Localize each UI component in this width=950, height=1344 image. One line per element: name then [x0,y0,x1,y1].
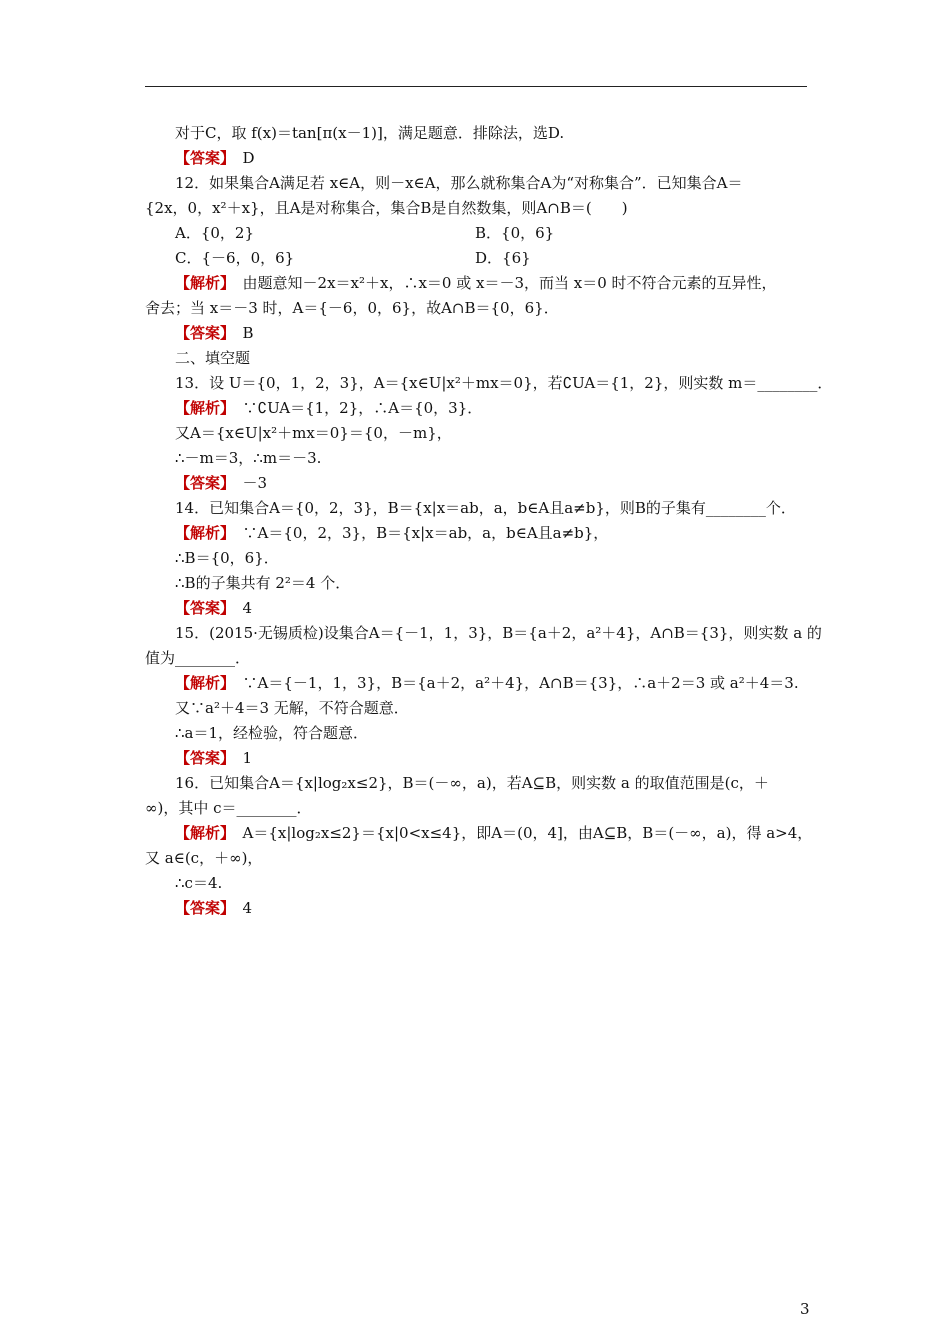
analysis-text: 由题意知－2x＝x²＋x，∴x＝0 或 x＝－3，而当 x＝0 时不符合元素的互异性， [242,274,777,292]
text-line: ∴c＝4. [175,874,223,892]
answer-line [145,146,807,171]
analysis-line [145,671,807,696]
analysis-tag: 【解析】 [175,274,228,292]
question-15: 15．(2015·无锡质检)设集合A＝{－1，1，3}，B＝{a＋2，a²＋4}，A∩B＝{3}，则实数 a 的 [175,624,822,642]
question-14: 14．已知集合A＝{0，2，3}，B＝{x|x＝ab，a，b∈A且a≠b}，则B的子集有________个． [175,499,796,517]
text-line: ∞)，其中 c＝________． [145,799,312,817]
answer-tag: 【答案】 [175,599,228,617]
analysis-tag: 【解析】 [175,524,228,542]
answer-line [145,896,807,921]
question-13: 13．设 U＝{0，1，2，3}，A＝{x∈U|x²＋mx＝0}，若∁UA＝{1，2}，则实数 m＝________． [175,374,833,392]
analysis-text: ∵A＝{0，2，3}，B＝{x|x＝ab，a，b∈A且a≠b}， [242,524,609,542]
answer-line [145,471,807,496]
answer-tag: 【答案】 [175,324,228,342]
text-line: 对于C，取 f(x)＝tan[π(x－1)]，满足题意．排除法，选D. [175,124,565,142]
text-line: ∴B＝{0，6}． [175,549,279,567]
header-rule [145,86,807,87]
text-line: 又∵a²＋4＝3 无解，不符合题意． [175,699,409,717]
answer-value: D [242,149,255,167]
document-body [145,121,833,921]
answer-value: 4 [242,599,253,617]
analysis-line [145,271,807,296]
analysis-line [145,821,813,846]
analysis-line [145,521,807,546]
text-line: {2x，0，x²＋x}，且A是对称集合，集合B是自然数集，则A∩B＝( ) [145,199,628,217]
text-line: ∴B的子集共有 2²＝4 个． [175,574,351,592]
analysis-line [145,396,807,421]
answer-tag: 【答案】 [175,474,228,492]
option-d: D．{6} [475,249,531,267]
analysis-text: ∵A＝{－1，1，3}，B＝{a＋2，a²＋4}，A∩B＝{3}，∴a＋2＝3 或 a²＋4＝3. [242,674,799,692]
analysis-text: ∵∁UA＝{1，2}，∴A＝{0，3}． [242,399,483,417]
answer-value: B [242,324,254,342]
analysis-tag: 【解析】 [175,824,228,842]
answer-value: 4 [242,899,253,917]
answer-tag: 【答案】 [175,899,228,917]
text-line: ∴a＝1，经检验，符合题意． [175,724,369,742]
text-line: 舍去；当 x＝－3 时，A＝{－6，0，6}，故A∩B＝{0，6}． [145,299,559,317]
answer-value: －3 [242,474,268,492]
text-line: ∴－m＝3，∴m＝－3. [175,449,322,467]
page-number: 3 [800,1300,810,1318]
answer-tag: 【答案】 [175,749,228,767]
text-line: 值为________． [145,649,251,667]
answer-tag: 【答案】 [175,149,228,167]
question-12: 12．如果集合A满足若 x∈A，则－x∈A，那么就称集合A为“对称集合”．已知集合A＝ [175,174,743,192]
analysis-tag: 【解析】 [175,674,228,692]
options-row [145,221,807,246]
answer-line [145,746,807,771]
section-heading: 二、填空题 [175,349,251,367]
text-line: 又A＝{x∈U|x²＋mx＝0}＝{0，－m}， [175,424,452,442]
option-a: A．{0，2} [175,224,255,242]
answer-line [145,596,807,621]
option-b: B．{0，6} [475,224,555,242]
answer-line [145,321,807,346]
text-line: 又 a∈(c，＋∞)， [145,849,263,867]
analysis-tag: 【解析】 [175,399,228,417]
analysis-text: A＝{x|log₂x≤2}＝{x|0<x≤4}，即A＝(0，4]，由A⊆B，B＝(－∞，a)，得 a>4， [242,824,813,842]
options-row [145,246,807,271]
option-c: C．{－6，0，6} [175,249,295,267]
question-16: 16．已知集合A＝{x|log₂x≤2}，B＝(－∞，a)，若A⊆B，则实数 a 的取值范围是(c，＋ [175,774,769,792]
answer-value: 1 [242,749,253,767]
